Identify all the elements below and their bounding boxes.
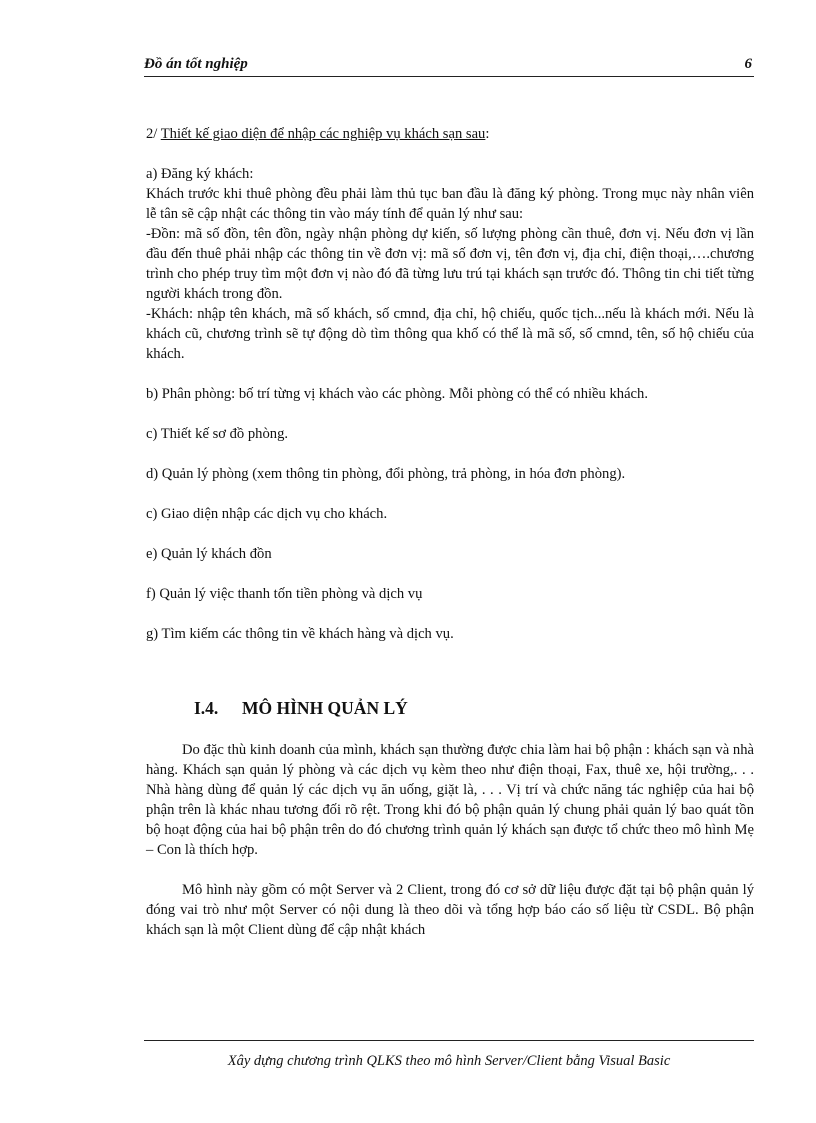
item-d: d) Quản lý phòng (xem thông tin phòng, đổi phòng, trả phòng, in hóa đơn phòng).: [146, 466, 626, 482]
item-a-khach: -Khách: nhập tên khách, mã số khách, số cmnd, địa chỉ, hộ chiếu, quốc tịch...nếu là khách mới. Nếu là khách cũ, chương trình sẽ tự động dò tìm thông qua khố có thể là mã số, số cmnd, tên, số hộ chiếu của khách.: [146, 306, 754, 362]
page-header: [144, 52, 754, 77]
section-heading: [146, 124, 754, 144]
paragraph-1: Do đặc thù kinh doanh của mình, khách sạn thường được chia làm hai bộ phận : khách sạn và nhà hàng. Khách sạn quản lý phòng và các dịch vụ kèm theo như điện thoại, Fax, thuê xe, hội trường,. . . Nhà hàng dùng để quản lý các dịch vụ ăn uống, giặt là, . . . Vị trí và chức năng tác nghiệp của hai bộ phận trên là khác nhau tương đối rõ rệt. Trong khi đó bộ phận quản lý chung phải quản lý bao quát tồn bộ hoạt động của hai bộ phận trên do đó chương trình quản lý khách sạn được tổ chức theo mô hình Mẹ – Con là thích hợp.: [146, 742, 754, 858]
page-footer: Xây dựng chương trình QLKS theo mô hình Server/Client bằng Visual Basic: [144, 1040, 754, 1070]
item-e: e) Quản lý khách đồn: [146, 546, 272, 562]
item-a-text: Khách trước khi thuê phòng đều phải làm thủ tục ban đầu là đăng ký phòng. Trong mục này nhân viên lễ tân sẽ cập nhật các thông tin vào máy tính để quản lý như sau:: [146, 186, 754, 222]
heading-prefix: 2/: [146, 126, 161, 142]
section-title-text: MÔ HÌNH QUẢN LÝ: [242, 698, 408, 718]
item-f: f) Quản lý việc thanh tốn tiền phòng và dịch vụ: [146, 586, 423, 602]
heading-text: Thiết kế giao diện để nhập các nghiệp vụ khách sạn sau: [160, 126, 486, 142]
header-title: Đồ án tốt nghiệp: [144, 56, 248, 72]
paragraph-2: Mô hình này gồm có một Server và 2 Client, trong đó cơ sở dữ liệu được đặt tại bộ phận quản lý đóng vai trò như một Server có nội dung là theo dõi và tổng hợp báo cáo số liệu từ CSDL. Bộ phận khách sạn là một Client dùng để cập nhật khách: [146, 882, 754, 938]
item-a-title: a) Đăng ký khách:: [146, 166, 254, 182]
item-g: g) Tìm kiếm các thông tin về khách hàng và dịch vụ.: [146, 626, 454, 642]
item-c1: c) Thiết kế sơ đồ phòng.: [146, 426, 289, 442]
section-title: [146, 698, 754, 718]
page-number: 6: [744, 56, 752, 72]
document-body: [146, 124, 754, 940]
section-number: I.4.: [194, 698, 219, 718]
item-c2: c) Giao diện nhập các dịch vụ cho khách.: [146, 506, 388, 522]
item-a-doan: -Đồn: mã số đồn, tên đồn, ngày nhận phòng dự kiến, số lượng phòng cần thuê, đơn vị. Nếu đơn vị lần đầu đến thuê phải nhập các thông tin về đơn vị: mã số đơn vị, tên đơn vị, địa chỉ, điện thoại,….chương trình cho phép truy tìm một đơn vị nào đó đã từng lưu trú tại khách sạn trước đó. Thông tin chi tiết từng người khách trong đồn.: [146, 226, 754, 302]
item-b: b) Phân phòng: bố trí từng vị khách vào các phòng. Mỗi phòng có thể có nhiều khách.: [146, 386, 648, 402]
heading-suffix: :: [485, 126, 490, 142]
